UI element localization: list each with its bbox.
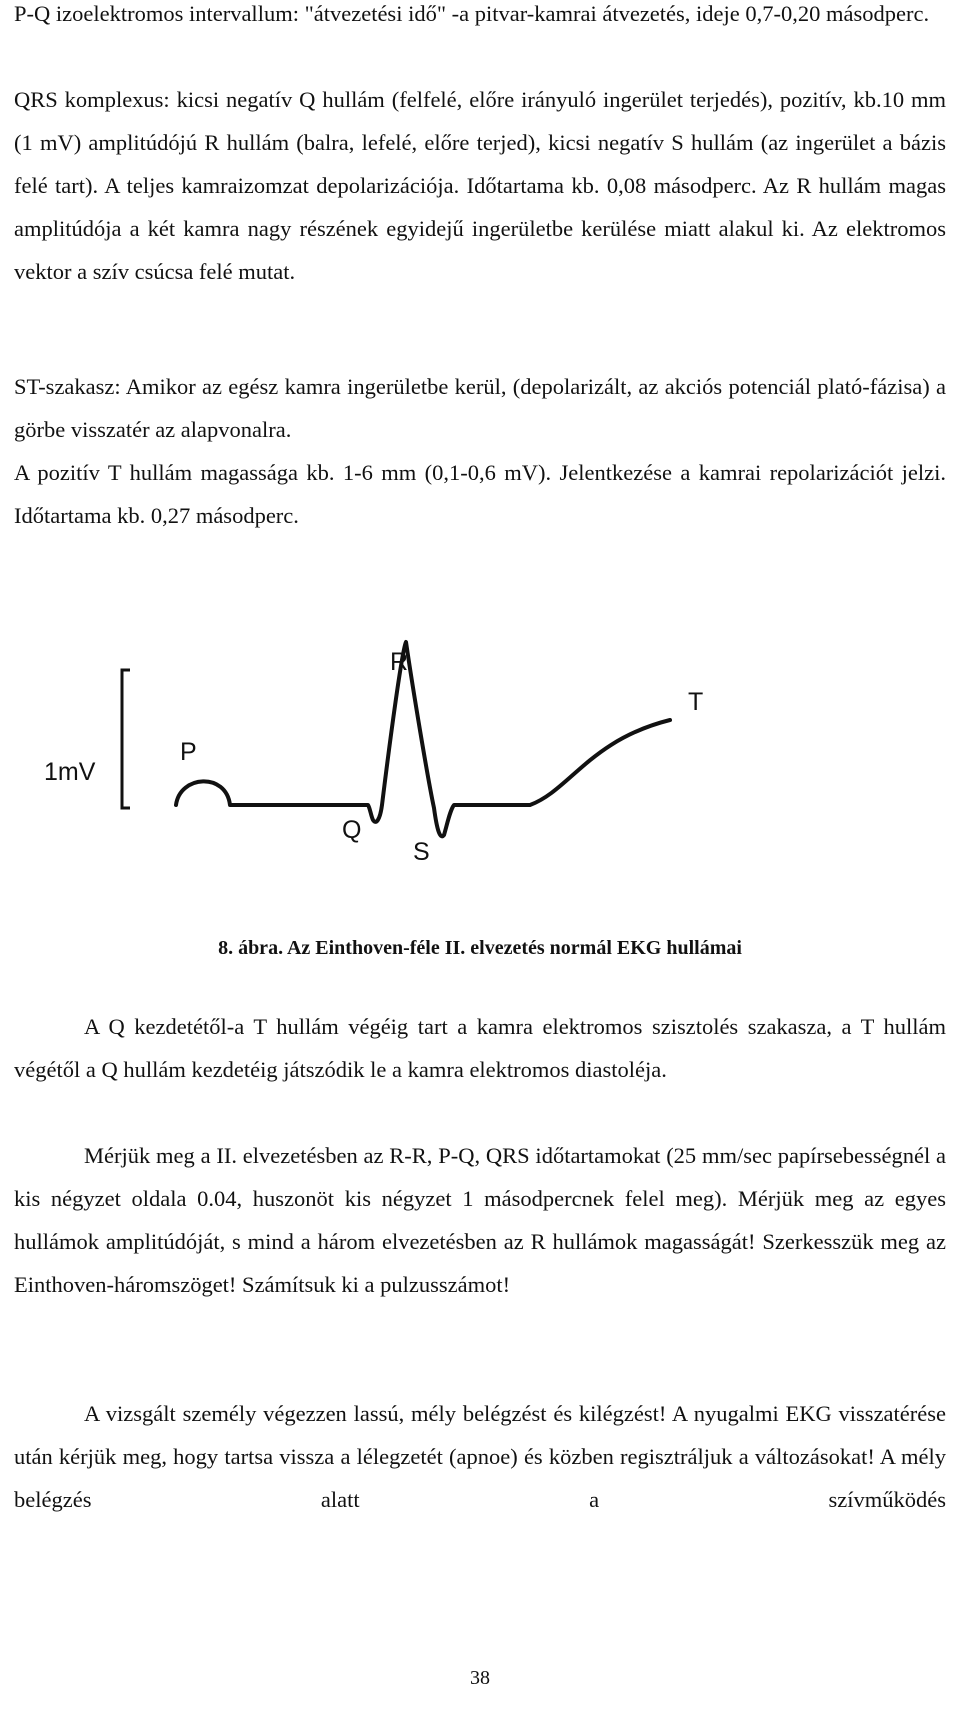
paragraph-breath: A vizsgált személy végezzen lassú, mély belégzést és kilégzést! A nyugalmi EKG visszatérése után kérjük meg, hogy tartsa vissza a lélegzetét (apnoe) és közben regisztráljuk a változásokat! A mély belégzés alatt a szívműködés	[14, 1401, 946, 1512]
paragraph-t-wave: A pozitív T hullám magassága kb. 1-6 mm (0,1-0,6 mV). Jelentkezése a kamrai repolarizációt jelzi. Időtartama kb. 0,27 másodperc.	[14, 460, 946, 528]
figure-caption: 8. ábra. Az Einthoven-féle II. elvezetés normál EKG hullámai	[218, 937, 742, 959]
paragraph-st-segment: ST-szakasz: Amikor az egész kamra ingerületbe kerül, (depolarizált, az akciós potenciál plató-fázisa) a görbe visszatér az alapvonalra.	[14, 374, 946, 442]
paragraph-systole: A Q kezdetétől-a T hullám végéig tart a kamra elektromos szisztolés szakasza, a T hullám végétől a Q hullám kezdetéig játszódik le a kamra elektromos diastoléja.	[14, 1014, 946, 1082]
ecg-waveform-diagram	[30, 630, 704, 920]
p-wave-label: P	[180, 738, 197, 766]
paragraph-pq-interval: P-Q izoelektromos intervallum: "átvezetési idő" -a pitvar-kamrai átvezetés, ideje 0,7-0,20 másodperc.	[14, 1, 930, 26]
ecg-trace	[176, 642, 670, 836]
scale-bracket	[122, 670, 130, 808]
s-wave-label: S	[413, 838, 430, 866]
paragraph-measure: Mérjük meg a II. elvezetésben az R-R, P-Q, QRS időtartamokat (25 mm/sec papírsebességnél a kis négyzet oldala 0.04, huszonöt kis négyzet 1 másodpercnek felel meg). Mérjük meg az egyes hullámok amplitúdóját, s mind a három elvezetésben az R hullámok magasságát! Szerkesszük meg az Einthoven-háromszöget! Számítsuk ki a pulzusszámot!	[14, 1143, 946, 1297]
scale-label-1mv: 1mV	[44, 758, 96, 786]
paragraph-qrs-complex: QRS komplexus: kicsi negatív Q hullám (felfelé, előre irányuló ingerület terjedés), pozitív, kb.10 mm (1 mV) amplitúdójú R hullám (balra, lefelé, előre terjed), kicsi negatív S hullám (az ingerület a bázis felé tart). A teljes kamraizomzat depolarizációja. Időtartama kb. 0,08 másodperc. Az R hullám magas amplitúdója a két kamra nagy részének egyidejű ingerületbe kerülése miatt alakul ki. Az elektromos vektor a szív csúcsa felé mutat.	[14, 87, 946, 284]
r-wave-label: R	[390, 648, 409, 676]
q-wave-label: Q	[342, 816, 362, 844]
page-number: 38	[470, 1667, 490, 1689]
ecg-figure	[30, 630, 704, 920]
t-wave-label: T	[688, 688, 704, 716]
